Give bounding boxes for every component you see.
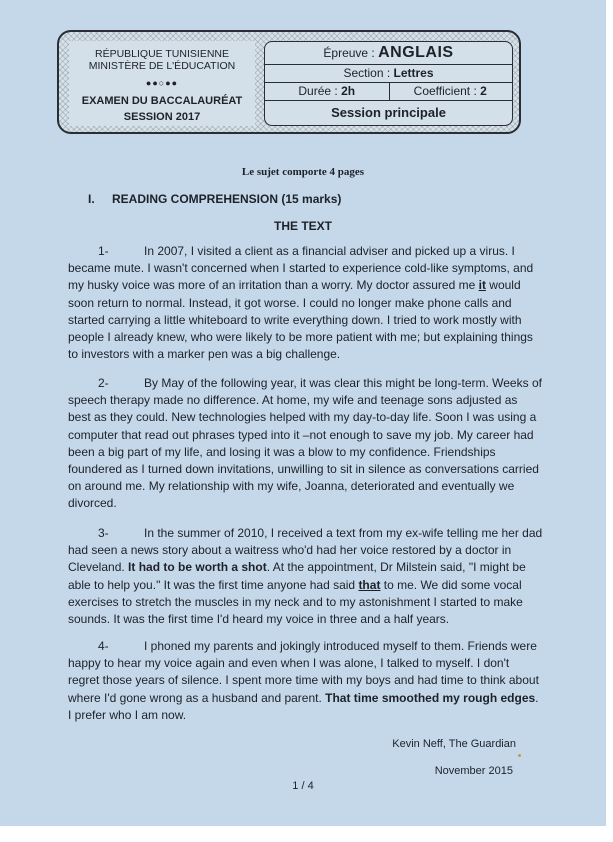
text-line: on around me. My relationship with my wife, Joanna, deteriorated and eventually we <box>68 479 515 494</box>
duration-coef-row <box>265 82 512 101</box>
paragraph-number: 3- <box>98 526 109 540</box>
text-line: to investors with a marker pen was a big challenge. <box>68 347 341 362</box>
exam-info-block <box>264 41 513 126</box>
ministry-line: MINISTÈRE DE L'ÉDUCATION <box>88 60 236 72</box>
dots-ornament: ●●○●● <box>145 78 179 88</box>
coefficient-cell <box>389 82 513 100</box>
text-line: 3- In the summer of 2010, I received a text from my ex-wife telling me her dad <box>68 525 532 542</box>
page-number: 1 / 4 <box>292 780 314 792</box>
text-line: foundered as I turned down invitations, unwilling to sit in silence as conversations carried <box>68 462 539 477</box>
text-line: able to help you." It was the first time anyone had said that to me. We did some vocal <box>68 577 522 592</box>
bold-phrase: It had to be worth a shot <box>128 560 267 575</box>
text-line: 4- I phoned my parents and jokingly introduced myself to them. Friends were <box>68 638 532 655</box>
epreuve-label: Épreuve : <box>323 46 379 60</box>
text-line: had seen a news story about a waitress who'd had her voice restored by a doctor in <box>68 543 512 558</box>
text-line: became mute. I wasn't concerned when I started to experience cold-like symptoms, and <box>68 261 534 276</box>
text-line: soon return to normal. Instead, it got worse. I could no longer make phone calls and <box>68 295 512 310</box>
paragraph-1 <box>68 243 532 363</box>
paragraph-4 <box>68 638 539 724</box>
text-line: best as they could. New technologies helped with my day-to-day life. Soon I was using a <box>68 410 537 425</box>
text-line: people I already knew, who were likely to be more patient with me; but explaining things <box>68 330 533 345</box>
section-value: Lettres <box>393 66 434 80</box>
underlined-word: that <box>358 577 381 592</box>
ministry-block <box>69 41 255 126</box>
session-type: Session principale <box>331 105 446 120</box>
text-line: where I'd gone wrong as a husband and parent. That time smoothed my rough edges. <box>68 690 539 705</box>
paragraph-2 <box>68 375 542 513</box>
coef-value: 2 <box>480 84 487 98</box>
text-title: THE TEXT <box>273 219 332 233</box>
exam-header-box <box>57 30 521 134</box>
text-line: I prefer who I am now. <box>68 707 187 722</box>
text-line: 1- In 2007, I visited a client as a financial adviser and picked up a virus. I <box>68 243 532 260</box>
pages-note: Le sujet comporte 4 pages <box>241 166 365 178</box>
section-number: I. <box>88 192 95 206</box>
text-line: Cleveland. It had to be worth a shot. At the appointment, Dr Milstein said, "I might be <box>68 560 526 575</box>
section-title: READING COMPREHENSION (15 marks) <box>112 192 342 206</box>
paragraph-number: 1- <box>98 244 109 258</box>
underlined-word: it <box>478 278 486 293</box>
paragraph-number: 2- <box>98 376 109 390</box>
paragraph-number: 4- <box>98 639 109 653</box>
exam-name: EXAMEN DU BACCALAURÉAT <box>81 95 243 107</box>
republic-line: RÉPUBLIQUE TUNISIENNE <box>94 48 229 60</box>
signature: Kevin Neff, The Guardian <box>392 738 516 750</box>
publication-date: November 2015 <box>434 765 513 777</box>
text-line: computer that read out phrases typed into it –not enough to save my job. My career had <box>68 427 534 442</box>
duration-cell <box>265 82 390 100</box>
text-line: 2- By May of the following year, it was clear this might be long-term. Weeks of <box>68 375 532 392</box>
epreuve-row <box>265 42 512 65</box>
duree-value: 2h <box>341 84 356 98</box>
section-heading <box>88 192 341 206</box>
ink-dot <box>518 754 521 757</box>
text-line: my husky voice was more of an irritation than a worry. My doctor assured me it would <box>68 278 521 293</box>
text-line: regret those years of silence. I spent more time with my boys and had time to think about <box>68 673 539 688</box>
text-line: speech therapy made no difference. At home, my wife and teenage sons adjusted as <box>68 393 518 408</box>
text-line: sounds. It was the first time I'd heard my voice in three and a half years. <box>68 612 450 627</box>
coef-label: Coefficient : <box>413 84 481 98</box>
text-line: happy to hear my voice again and even when I was alone, I talked to myself. I don't <box>68 656 510 671</box>
section-label: Section : <box>343 66 394 80</box>
section-row <box>265 64 512 83</box>
bold-phrase: That time smoothed my rough edges <box>325 690 536 705</box>
duree-label: Durée : <box>298 84 342 98</box>
text-line: started carrying a little whiteboard to write everything down. I tried to work mostly with <box>68 312 522 327</box>
text-line: been a big part of my life, and losing it was a blow to my confidence. Friendships <box>68 444 496 459</box>
text-line: divorced. <box>68 496 117 511</box>
session-year: SESSION 2017 <box>123 111 201 123</box>
text-line: exercises to stretch the muscles in my neck and to my astonishment I started to make <box>68 594 523 609</box>
paragraph-3 <box>68 525 543 628</box>
epreuve-value: ANGLAIS <box>378 44 454 61</box>
